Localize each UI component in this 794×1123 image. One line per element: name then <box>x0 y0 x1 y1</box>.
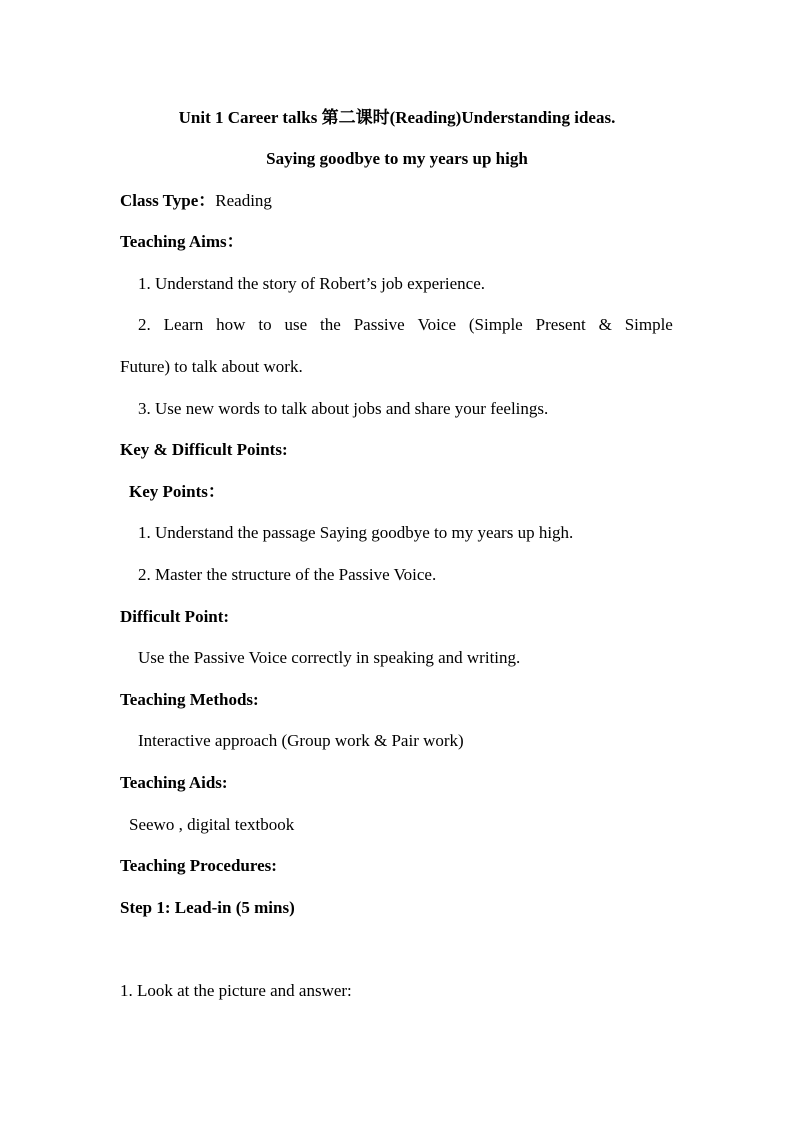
aim2-word: & <box>598 315 612 334</box>
aim-item-1: 1. Understand the story of Robert’s job experience. <box>138 274 485 293</box>
document-subtitle: Saying goodbye to my years up high <box>266 149 528 168</box>
teaching-procedures-heading: Teaching Procedures: <box>120 856 277 875</box>
aim-item-3: 3. Use new words to talk about jobs and share your feelings. <box>138 399 549 418</box>
aim2-word: use <box>284 315 308 334</box>
key-point-2: 2. Master the structure of the Passive Voice. <box>138 565 437 584</box>
aim2-word: the <box>320 315 341 334</box>
aim-item-2-line-1 <box>138 314 673 336</box>
key-point-1: 1. Understand the passage Saying goodbye to my years up high. <box>138 523 574 542</box>
teaching-aids-text: Seewo , digital textbook <box>129 815 295 834</box>
aim2-word: to <box>258 315 272 334</box>
step1-item-1: 1. Look at the picture and answer: <box>120 981 352 1000</box>
class-type-label: Class Type： <box>120 191 216 210</box>
teaching-methods-heading: Teaching Methods: <box>120 690 259 709</box>
aim2-word: 2. <box>138 315 151 334</box>
teaching-methods-text: Interactive approach (Group work & Pair work) <box>138 731 464 750</box>
aim-item-2-line-2: Future) to talk about work. <box>120 357 303 376</box>
class-type-value: Reading <box>215 191 272 210</box>
step1-heading <box>120 897 680 919</box>
aim2-word: Simple <box>624 315 673 334</box>
aim2-word: how <box>216 315 246 334</box>
key-difficult-heading: Key & Difficult Points: <box>120 440 288 459</box>
aim2-word: (Simple <box>468 315 523 334</box>
step1-heading-text: Step 1: Lead-in (5 mins) <box>120 898 295 917</box>
document-title: Unit 1 Career talks 第二课时(Reading)Understanding ideas. <box>178 108 616 127</box>
difficult-point-heading: Difficult Point: <box>120 607 230 626</box>
teaching-aids-heading: Teaching Aids: <box>120 773 228 792</box>
aim2-word: Passive <box>353 315 405 334</box>
teaching-aims-heading: Teaching Aims： <box>120 232 244 251</box>
class-type-line <box>120 190 680 212</box>
aim2-word: Learn <box>163 315 204 334</box>
aim2-word: Voice <box>417 315 456 334</box>
aim2-word: Present <box>535 315 586 334</box>
difficult-point-text: Use the Passive Voice correctly in speaking and writing. <box>138 648 521 667</box>
key-points-heading: Key Points： <box>129 482 225 501</box>
